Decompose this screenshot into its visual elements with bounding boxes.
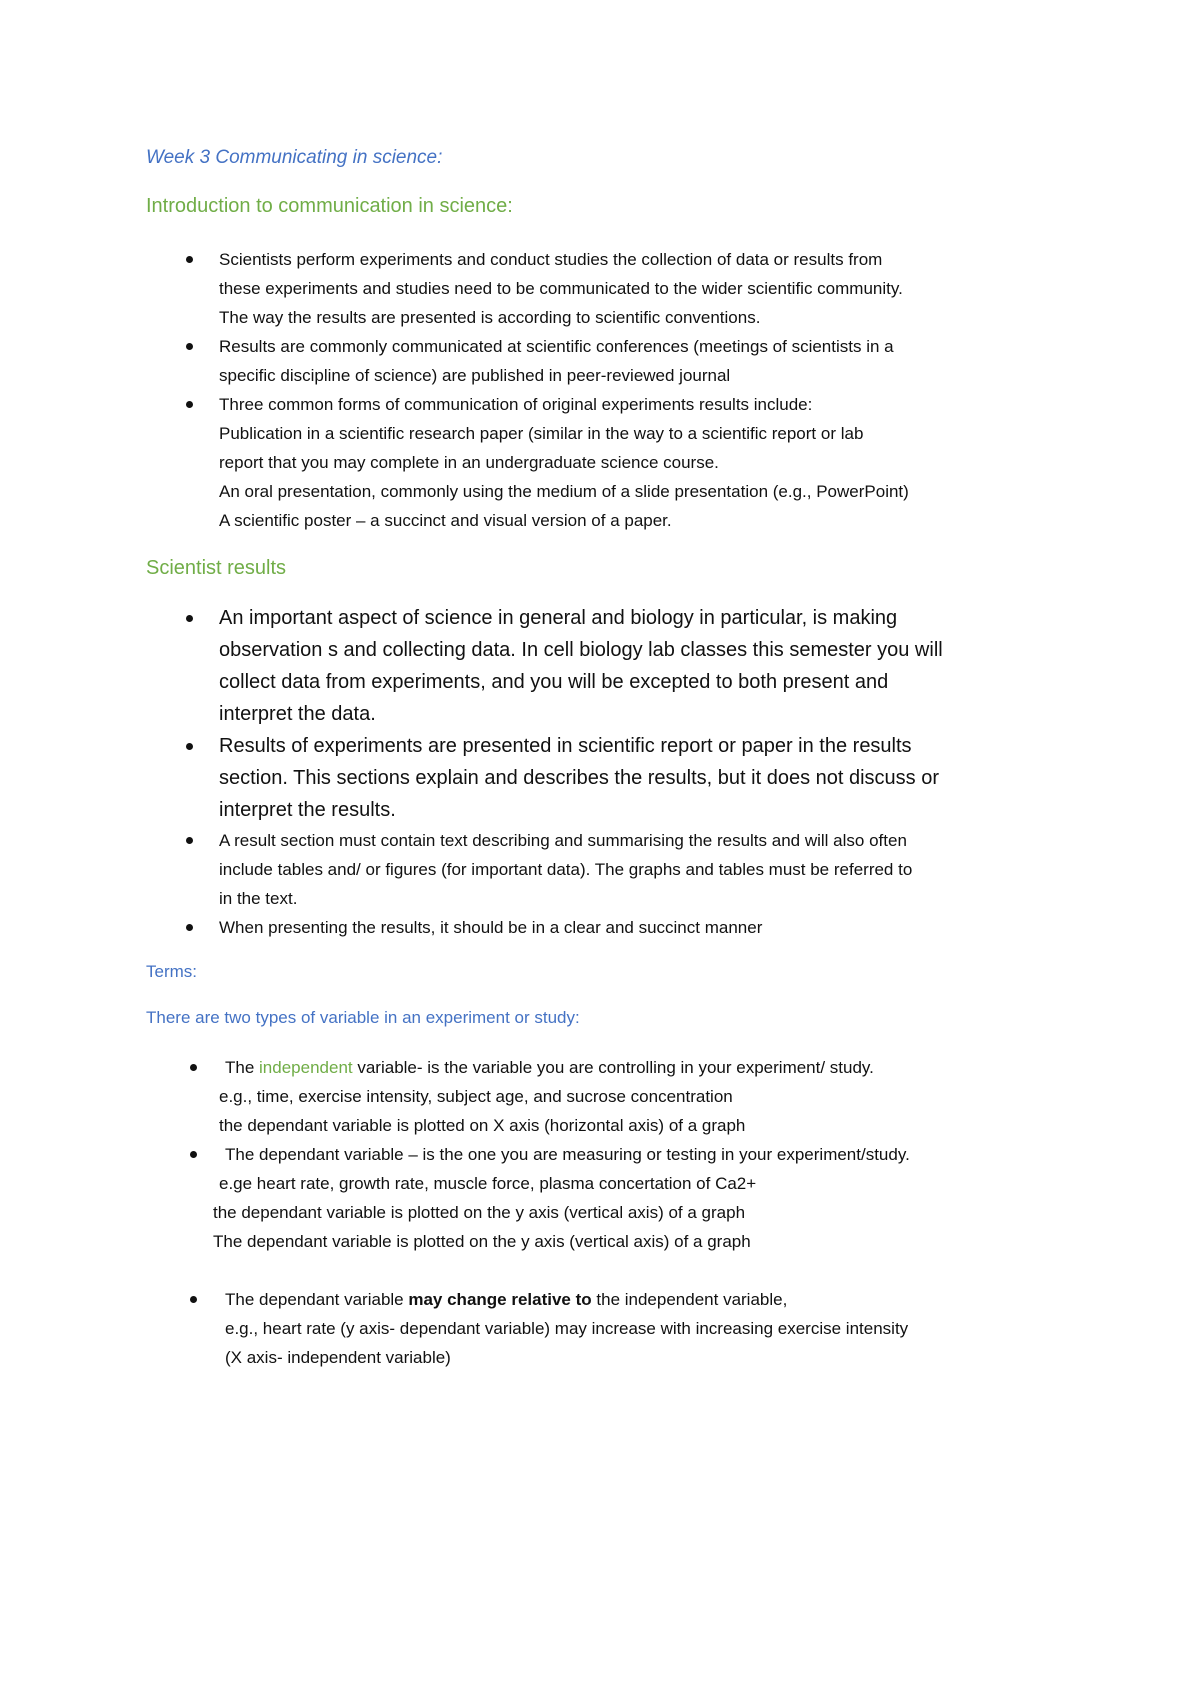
terms-intro: There are two types of variable in an experiment or study:: [146, 1008, 580, 1027]
text-span: variable- is the variable you are controlling in your experiment/ study.: [352, 1058, 874, 1077]
text-line: interpret the data.: [219, 703, 376, 725]
bullet-icon: [186, 743, 193, 750]
relationship-bullet-list: [0, 1285, 908, 1372]
highlight-word: independent: [259, 1058, 353, 1077]
text-line: [225, 1285, 908, 1314]
text-line: The dependant variable is plotted on the y axis (vertical axis) of a graph: [213, 1232, 751, 1251]
text-line: e.g., heart rate (y axis- dependant variable) may increase with increasing exercise intensity: [225, 1319, 909, 1338]
text-line: the dependant variable is plotted on the y axis (vertical axis) of a graph: [213, 1203, 746, 1222]
text-span: the independent variable,: [591, 1290, 788, 1309]
bullet-icon: [190, 1151, 197, 1158]
text-line: The dependant variable – is the one you are measuring or testing in your experiment/study.: [225, 1145, 910, 1164]
list-item: [0, 602, 943, 730]
text-line: collect data from experiments, and you will be excepted to both present and: [219, 671, 889, 693]
text-line: An oral presentation, commonly using the medium of a slide presentation (e.g., PowerPoint): [219, 482, 909, 501]
results-bullet-list: [0, 602, 943, 942]
text-line: Scientists perform experiments and conduct studies the collection of data or results from: [219, 250, 883, 269]
text-line: report that you may complete in an undergraduate science course.: [219, 453, 719, 472]
text-line: Publication in a scientific research paper (similar in the way to a scientific report or lab: [219, 424, 864, 443]
text-line: the dependant variable is plotted on X axis (horizontal axis) of a graph: [219, 1116, 746, 1135]
bullet-icon: [190, 1064, 197, 1071]
bullet-icon: [186, 837, 193, 844]
text-line: e.g., time, exercise intensity, subject age, and sucrose concentration: [219, 1087, 733, 1106]
bullet-icon: [190, 1296, 197, 1303]
text-line: An important aspect of science in general and biology in particular, is making: [219, 607, 898, 629]
text-span: The: [225, 1058, 260, 1077]
text-line: in the text.: [219, 889, 298, 908]
text-line: section. This sections explain and describes the results, but it does not discuss or: [219, 767, 940, 789]
list-item: [0, 332, 909, 390]
list-item: [0, 730, 943, 826]
list-item: [0, 913, 943, 942]
introduction-bullet-list: [0, 245, 909, 535]
list-item: [0, 390, 909, 535]
text-line: Three common forms of communication of original experiments results include:: [219, 395, 813, 414]
bold-phrase: may change relative to: [408, 1290, 592, 1309]
text-line: specific discipline of science) are published in peer-reviewed journal: [219, 366, 731, 385]
list-item: [0, 1140, 910, 1256]
text-line: A result section must contain text describing and summarising the results and will also often: [219, 831, 907, 850]
text-line: observation s and collecting data. In cell biology lab classes this semester you will: [219, 639, 943, 661]
list-item: [0, 826, 943, 913]
list-item: [0, 1285, 908, 1372]
text-line: Results are commonly communicated at scientific conferences (meetings of scientists in a: [219, 337, 894, 356]
text-line: A scientific poster – a succinct and visual version of a paper.: [219, 511, 672, 530]
text-span: The dependant variable: [225, 1290, 409, 1309]
variables-bullet-list: [0, 1053, 910, 1256]
text-line: [225, 1053, 910, 1082]
bullet-icon: [186, 615, 193, 622]
text-line: The way the results are presented is according to scientific conventions.: [219, 308, 761, 327]
bullet-icon: [186, 401, 193, 408]
text-line: interpret the results.: [219, 799, 396, 821]
text-line: include tables and/ or figures (for important data). The graphs and tables must be referred to: [219, 860, 913, 879]
bullet-icon: [186, 924, 193, 931]
list-item: [0, 1053, 910, 1140]
bullet-icon: [186, 256, 193, 263]
list-item: [0, 245, 909, 332]
text-line: When presenting the results, it should be in a clear and succinct manner: [219, 918, 763, 937]
document-title: Week 3 Communicating in science:: [146, 147, 443, 168]
section-heading-introduction: Introduction to communication in science:: [146, 195, 513, 217]
text-line: (X axis- independent variable): [225, 1348, 451, 1367]
text-line: Results of experiments are presented in scientific report or paper in the results: [219, 735, 912, 757]
terms-heading: Terms:: [146, 962, 197, 981]
text-line: these experiments and studies need to be communicated to the wider scientific community.: [219, 279, 903, 298]
bullet-icon: [186, 343, 193, 350]
text-line: e.ge heart rate, growth rate, muscle force, plasma concertation of Ca2+: [219, 1174, 757, 1193]
section-heading-scientist-results: Scientist results: [146, 557, 287, 579]
